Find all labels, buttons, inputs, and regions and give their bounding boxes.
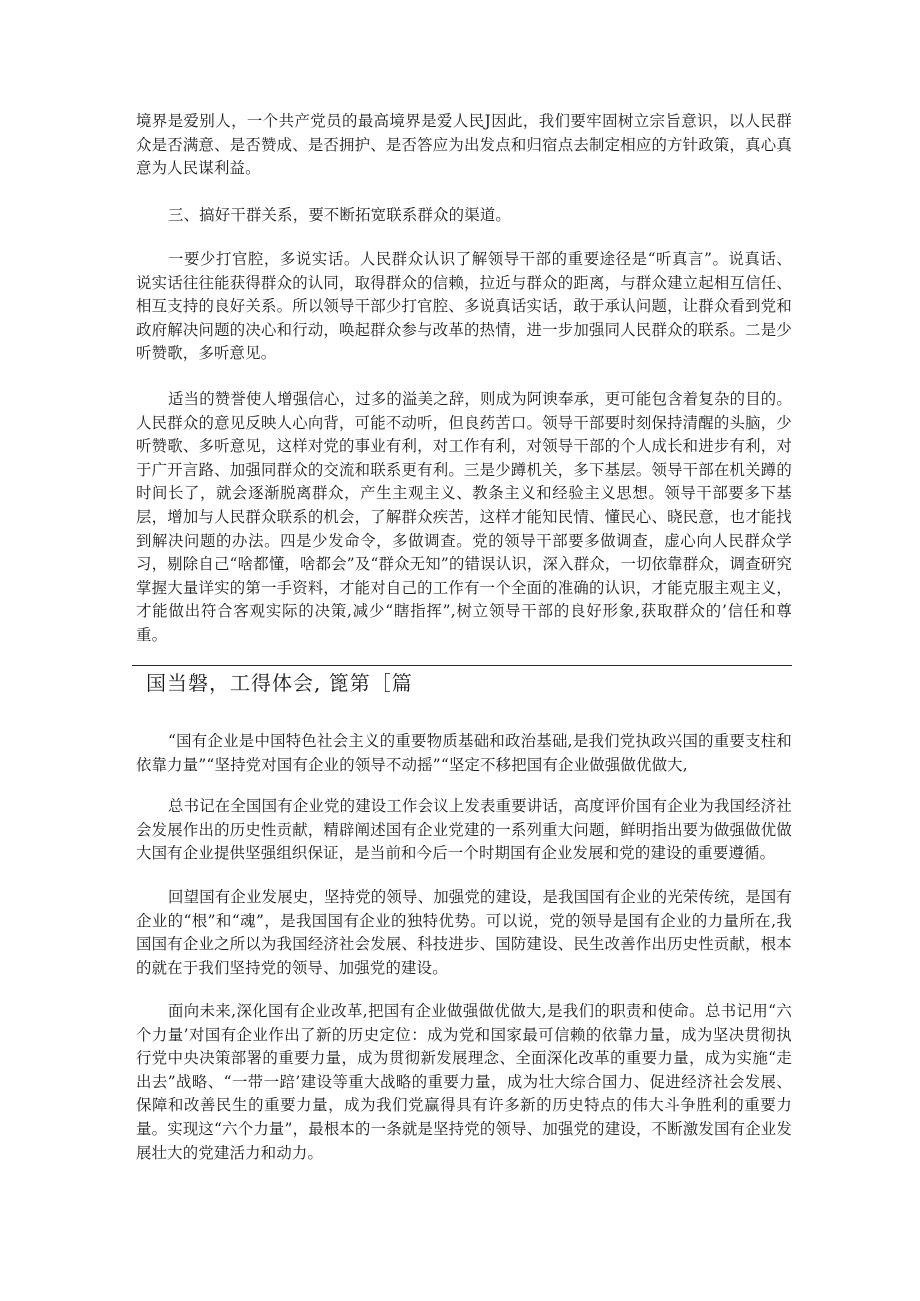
section-title: 国当磐，工得体会, 篦第［篇	[146, 671, 413, 695]
paragraph-bottom-4: 面向未来,深化国有企业改革,把国有企业做强做优做大,是我们的职责和使命。总书记用“六个力量’对国有企业作出了新的历史定位：成为党和国家最可信赖的依靠力量，成为坚决贯彻执行党中央决策部署的重要力量，成为贯彻新发展理念、全面深化改革的重要力量，成为实施“走出去”战略、“一带一踣’建设等重大战略的重要力量，成为壮大综合国力、促进经济社会发展、保障和改善民生的重要力量，成为我们党赢得具有许多新的历史特点的伟大斗争胜利的重要力量。实现这“六个力量”，最根本的一条就是坚持党的领导、加强党的建设，不断激发国有企业发展壮大的党建活力和动力。	[136, 1002, 792, 1162]
paragraph-top-2: 一要少打官腔，多说实话。人民群众认识了解领导干部的重要途径是“听真言”。说真话、说实话往往能获得群众的认同，取得群众的信赖，拉近与群众的距离，与群众建立起相互信任、相互支持的良好关系。所以领导干部少打官腔、多说真话实话，敢于承认问题，让群众看到党和政府解决问题的决心和行动，唤起群众参与改革的热情，进一步加强同人民群众的联系。二是少听赞歌，多听意见。	[136, 250, 792, 363]
section-divider	[132, 665, 792, 666]
paragraph-bottom-2: 总书记在全国国有企业党的建设工作会议上发表重要讲话，高度评价国有企业为我国经济社会发展作出的历史性贡献，精辟阐述国有企业党建的一系列重大问题，鲜明指出要为做强做优做大国有企业提供坚强组织保证，是当前和今后一个时期国有企业发展和党的建设的重要遵循。	[136, 797, 792, 863]
heading-section-three: 三、搞好干群关系，要不断拓宽联系群众的渠道。	[168, 206, 511, 224]
paragraph-top-1: 境界是爱别人，一个共产党员的最高境界是爱人民J因此，我们要牢固树立宗旨意识，以人民群众是否满意、是否赞成、是否拥护、是否答应为出发点和归宿点去制定相应的方针政策，真心真意为人民谋利益。	[136, 112, 792, 178]
paragraph-bottom-3: 回望国有企业发展史，坚持党的领导、加强党的建设，是我国国有企业的光荣传统，是国有企业的“根”和“魂”，是我国国有企业的独特优势。可以说，党的领导是国有企业的力量所在,我国国有企业之所以为我国经济社会发展、科技进步、国防建设、民生改善作出历史性贡献，根本的就在于我们坚持党的领导、加强党的建设。	[136, 888, 792, 977]
paragraph-bottom-1: “国有企业是中国特色社会主义的重要物质基础和政治基础,是我们党执政兴国的重要支柱和依靠力量”“坚持党对国有企业的领导不动摇”“坚定不移把国有企业做强做优做大,	[136, 732, 792, 774]
paragraph-top-3: 适当的赞誉使人增强信心，过多的溢美之辞，则成为阿谀奉承，更可能包含着复杂的目的。人民群众的意见反映人心向背，可能不动听，但良药苦口。领导干部要时刻保持清醒的头脑，少听赞歌、多听意见，这样对党的事业有利，对工作有利，对领导干部的个人成长和进步有利，对于广开言路、加强同群众的交流和联系更有利。三是少蹲机关，多下基层。领导干部在机关蹲的时间长了，就会逐渐脱离群众，产生主观主义、教条主义和经验主义思想。领导干部要多下基层，增加与人民群众联系的机会，了解群众疾苦，这样才能知民情、懂民心、晓民意，也才能找到解决问题的办法。四是少发命令，多做调查。党的领导干部要多做调查，虚心向人民群众学习，剔除自己“啥都懂，啥都会”及“群众无知”的错误认识，深入群众，一切依靠群众，调查研究掌握大量详实的第一手资料，才能对自己的工作有一个全面的准确的认识，才能克服主观主义，才能做出符合客观实际的决策,减少“瞎指挥”,树立领导干部的良好形象,获取群众的’信任和尊重。	[136, 390, 792, 644]
